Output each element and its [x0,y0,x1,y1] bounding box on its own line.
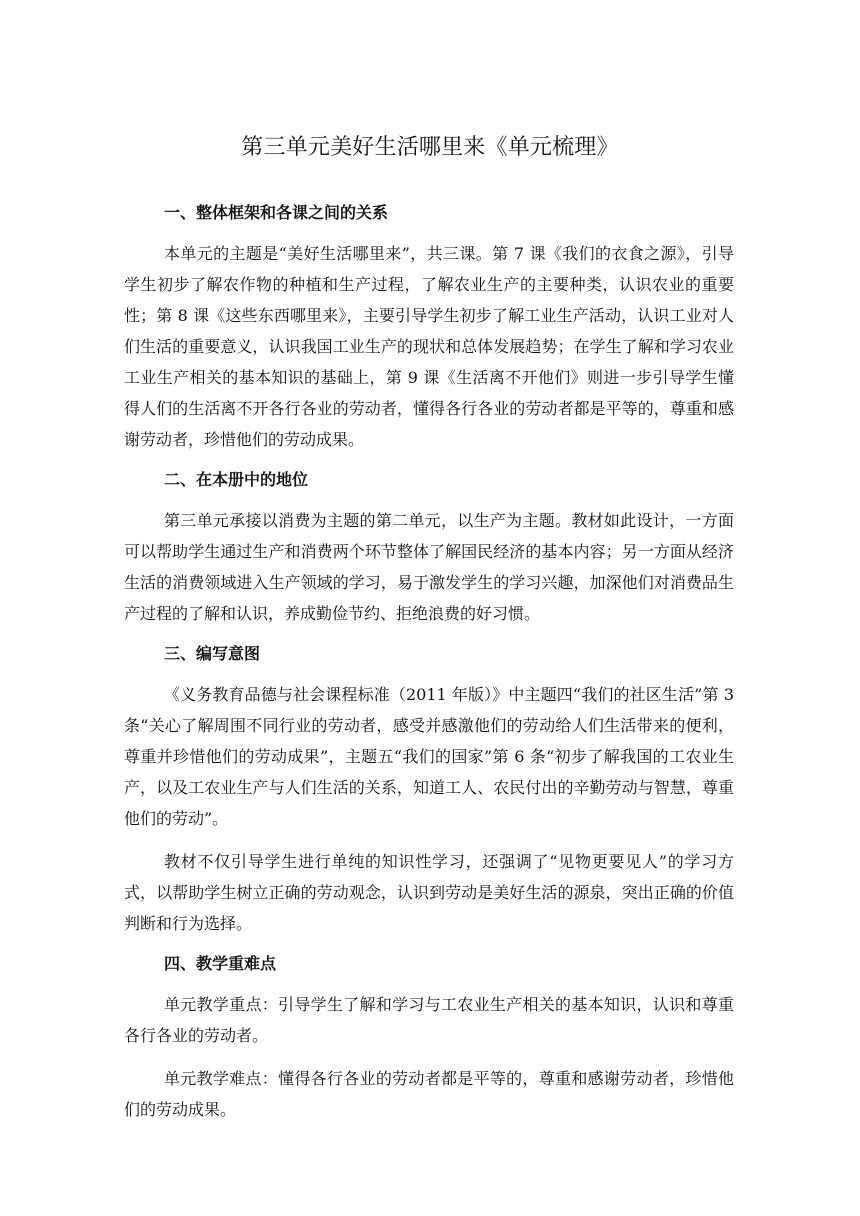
document-title: 第三单元美好生活哪里来《单元梳理》 [241,135,619,160]
section-paragraph: 单元教学重点：引导学生了解和学习与工农业生产相关的基本知识，认识和尊重各行各业的劳动者。 [124,995,734,1045]
section-framework [124,200,734,455]
section-position [124,467,734,629]
section-heading: 四、教学重难点 [164,954,277,973]
section-heading: 一、整体框架和各课之间的关系 [164,203,389,222]
section-key-points [124,951,734,1125]
section-heading: 三、编写意图 [164,644,261,663]
section-paragraph: 单元教学难点：懂得各行各业的劳动者都是平等的，尊重和感谢劳动者，珍惜他们的劳动成果。 [124,1069,734,1119]
section-paragraph: 《义务教育品德与社会课程标准（2011 年版）》中主题四“我们的社区生活”第 3 条“关心了解周围不同行业的劳动者，感受并感激他们的劳动给人们生活带来的便利，尊重并珍惜他们的劳动成果”，主题五“我们的国家”第 6 条“初步了解我国的工农业生产，以及工农业生产与人们生活的关系，知道工人、农民付出的辛勤劳动与智慧，尊重他们的劳动”。 [124,685,734,828]
document-body [124,200,734,1137]
section-paragraph: 第三单元承接以消费为主题的第二单元，以生产为主题。教材如此设计，一方面可以帮助学生通过生产和消费两个环节整体了解国民经济的基本内容；另一方面从经济生活的消费领域进入生产领域的学习，易于激发学生的学习兴趣，加深他们对消费品生产过程的了解和认识，养成勤俭节约、拒绝浪费的好习惯。 [124,511,734,623]
section-paragraph: 本单元的主题是“美好生活哪里来”，共三课。第 7 课《我们的衣食之源》，引导学生初步了解农作物的种植和生产过程，了解农业生产的主要种类，认识农业的重要性；第 8 课《这些东西哪里来》，主要引导学生初步了解工业生产活动，认识工业对人们生活的重要意义，认识我国工业生产的现状和总体发展趋势；在学生了解和学习农业工业生产相关的基本知识的基础上，第 9 课《生活离不开他们》则进一步引导学生懂得人们的生活离不开各行各业的劳动者，懂得各行各业的劳动者都是平等的，尊重和感谢劳动者，珍惜他们的劳动成果。 [124,244,734,449]
section-paragraph: 教材不仅引导学生进行单纯的知识性学习，还强调了“见物更要见人”的学习方式，以帮助学生树立正确的劳动观念，认识到劳动是美好生活的源泉，突出正确的价值判断和行为选择。 [124,852,734,933]
section-heading: 二、在本册中的地位 [164,470,309,489]
section-intent [124,641,734,939]
